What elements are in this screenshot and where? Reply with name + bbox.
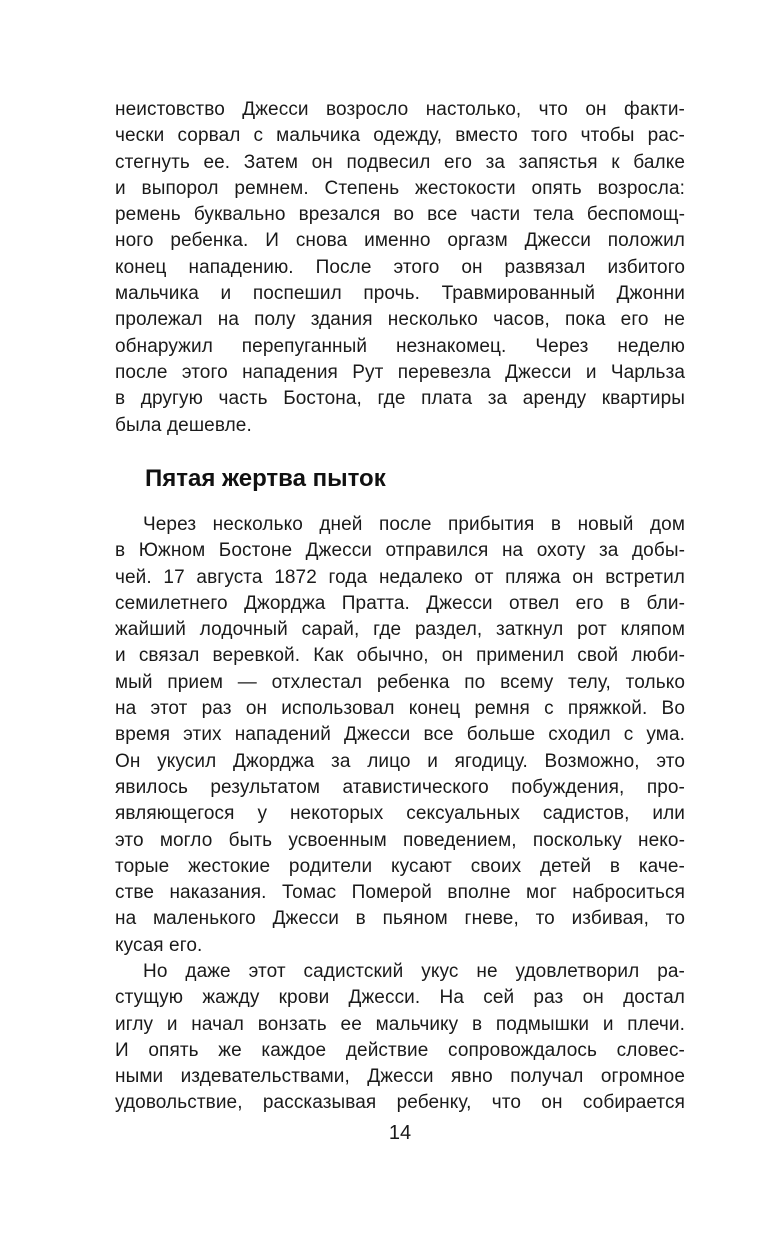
text-line: и связал веревкой. Как обычно, он применил свой люби- (115, 645, 685, 667)
text-line: стве наказания. Томас Померой вполне мог наброситься (115, 882, 685, 904)
text-line: мый прием — отхлестал ребенка по всему телу, только (115, 671, 685, 693)
text-line: на этот раз он использовал конец ремня с пряжкой. Во (115, 698, 685, 720)
text-line: и выпорол ремнем. Степень жестокости опять возросла: (115, 177, 685, 199)
text-line: пролежал на полу здания несколько часов, пока его не (115, 309, 685, 331)
text-line: удовольствие, рассказывая ребенку, что он собирается (115, 1092, 685, 1114)
text-line: стущую жажду крови Джесси. На сей раз он достал (115, 987, 685, 1009)
text-line: ного ребенка. И снова именно оргазм Джесси положил (115, 230, 685, 252)
paragraph-continuation (115, 97, 685, 439)
paragraph-after-heading (115, 512, 685, 959)
text-line: кусая его. (115, 934, 203, 956)
text-line: явилось результатом атавистического побуждения, про- (115, 776, 685, 798)
paragraph-final (115, 959, 685, 1117)
text-line: являющегося у некоторых сексуальных садистов, или (115, 803, 685, 825)
text-line: семилетнего Джорджа Пратта. Джесси отвел его в бли- (115, 592, 685, 614)
text-line: неистовство Джесси возросло настолько, что он факти- (115, 99, 685, 120)
text-line: обнаружил перепуганный незнакомец. Через неделю (115, 335, 685, 357)
text-line: ными издевательствами, Джесси явно получал огромное (115, 1066, 685, 1088)
text-line: торые жестокие родители кусают своих детей в каче- (115, 855, 685, 877)
text-line: чей. 17 августа 1872 года недалеко от пляжа он встретил (115, 566, 685, 588)
text-line: после этого нападения Рут перевезла Джесси и Чарльза (115, 361, 685, 383)
page-number: 14 (388, 1122, 412, 1144)
text-line: иглу и начал вонзать ее мальчику в подмышки и плечи. (115, 1013, 685, 1035)
text-line: была дешевле. (115, 414, 252, 436)
section-heading: Пятая жертва пыток (145, 465, 386, 492)
text-line: в другую часть Бостона, где плата за аренду квартиры (115, 388, 685, 410)
text-line: Но даже этот садистский укус не удовлетворил ра- (143, 961, 685, 982)
text-line: чески сорвал с мальчика одежду, вместо того чтобы рас- (115, 125, 685, 147)
text-line: Он укусил Джорджа за лицо и ягодицу. Возможно, это (115, 750, 685, 772)
text-line: жайший лодочный сарай, где раздел, заткнул рот кляпом (115, 619, 685, 641)
text-line: время этих нападений Джесси все больше сходил с ума. (115, 724, 685, 746)
text-line: И опять же каждое действие сопровождалось словес- (115, 1039, 685, 1061)
text-line: мальчика и поспешил прочь. Травмированный Джонни (115, 283, 685, 305)
text-line: конец нападению. После этого он развязал избитого (115, 256, 685, 278)
text-line: в Южном Бостоне Джесси отправился на охоту за добы- (115, 540, 685, 562)
text-line: ремень буквально врезался во все части тела беспомощ- (115, 204, 685, 226)
text-line: Через несколько дней после прибытия в новый дом (143, 514, 685, 535)
text-line: на маленького Джесси в пьяном гневе, то избивая, то (115, 908, 685, 930)
text-line: стегнуть ее. Затем он подвесил его за запястья к балке (115, 151, 685, 173)
text-line: это могло быть усвоенным поведением, поскольку неко- (115, 829, 685, 851)
